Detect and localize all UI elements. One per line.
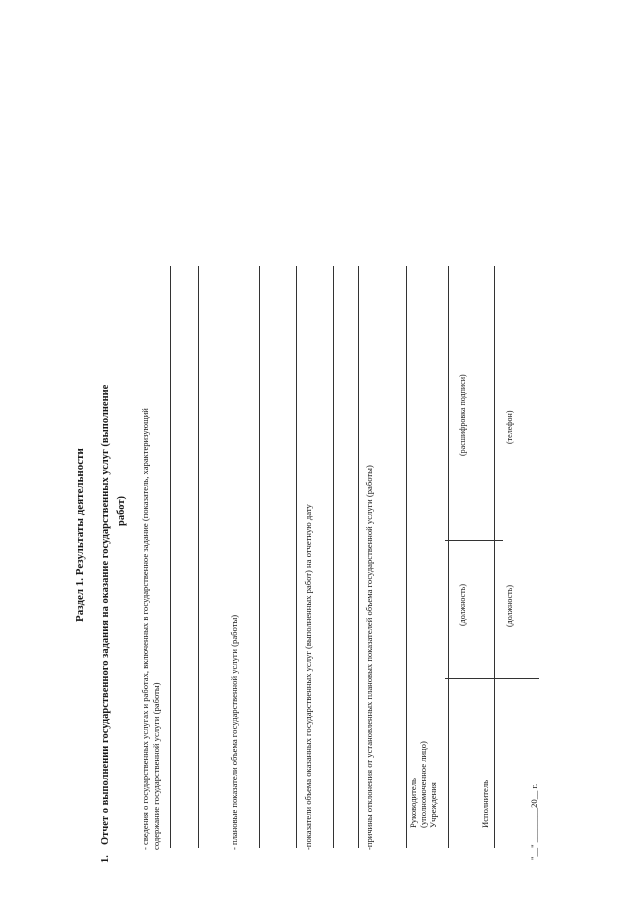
paragraph-services-line2: содержание государственной услуги (работы) [151,682,161,850]
phone-caption: (телефон) [505,410,514,444]
head-label-line2: (уполномоченное лицо) [418,741,428,828]
fill-line [198,266,199,848]
paragraph-planned: - плановые показатели объема государственной услуги (работы) [229,614,239,850]
paragraph-reasons: -причины отклонения от установленных плановых показателей объема государственной услуги (работы) [364,465,374,850]
paragraph-actual: -показатели объема оказанных государственных услуг (выполненных работ) на отчетную дату [303,504,313,850]
fill-line [170,266,171,848]
head-label-line3: Учреждения [428,782,438,828]
signature-decoding-caption: (расшифровка подписи) [458,374,467,456]
fill-line [358,266,359,848]
head-label-line1: Руководитель [408,778,418,828]
position-caption: (должность) [458,584,467,626]
report-title-line1: Отчет о выполнении государственного задания на оказание государственных услуг (выполнение [100,384,111,845]
executor-line [494,266,495,848]
paragraph-services-line1: - сведения о государственных услугах и работах, включенных в государственное задание (показатель, характеризующий [140,408,150,850]
fill-line [406,266,407,848]
executor-position-caption: (должность) [505,585,514,627]
fill-line [259,266,260,848]
date-line: "__" ________20__ г. [529,783,539,860]
fill-line [296,266,297,848]
section-title: Раздел 1. Результаты деятельности [74,448,86,622]
signature-line [448,266,449,848]
report-title-line2: работ) [116,496,127,526]
fill-line [333,266,334,848]
item-number: 1. [100,855,111,863]
executor-position-field [493,678,539,679]
executor-label: Исполнитель [480,779,490,828]
